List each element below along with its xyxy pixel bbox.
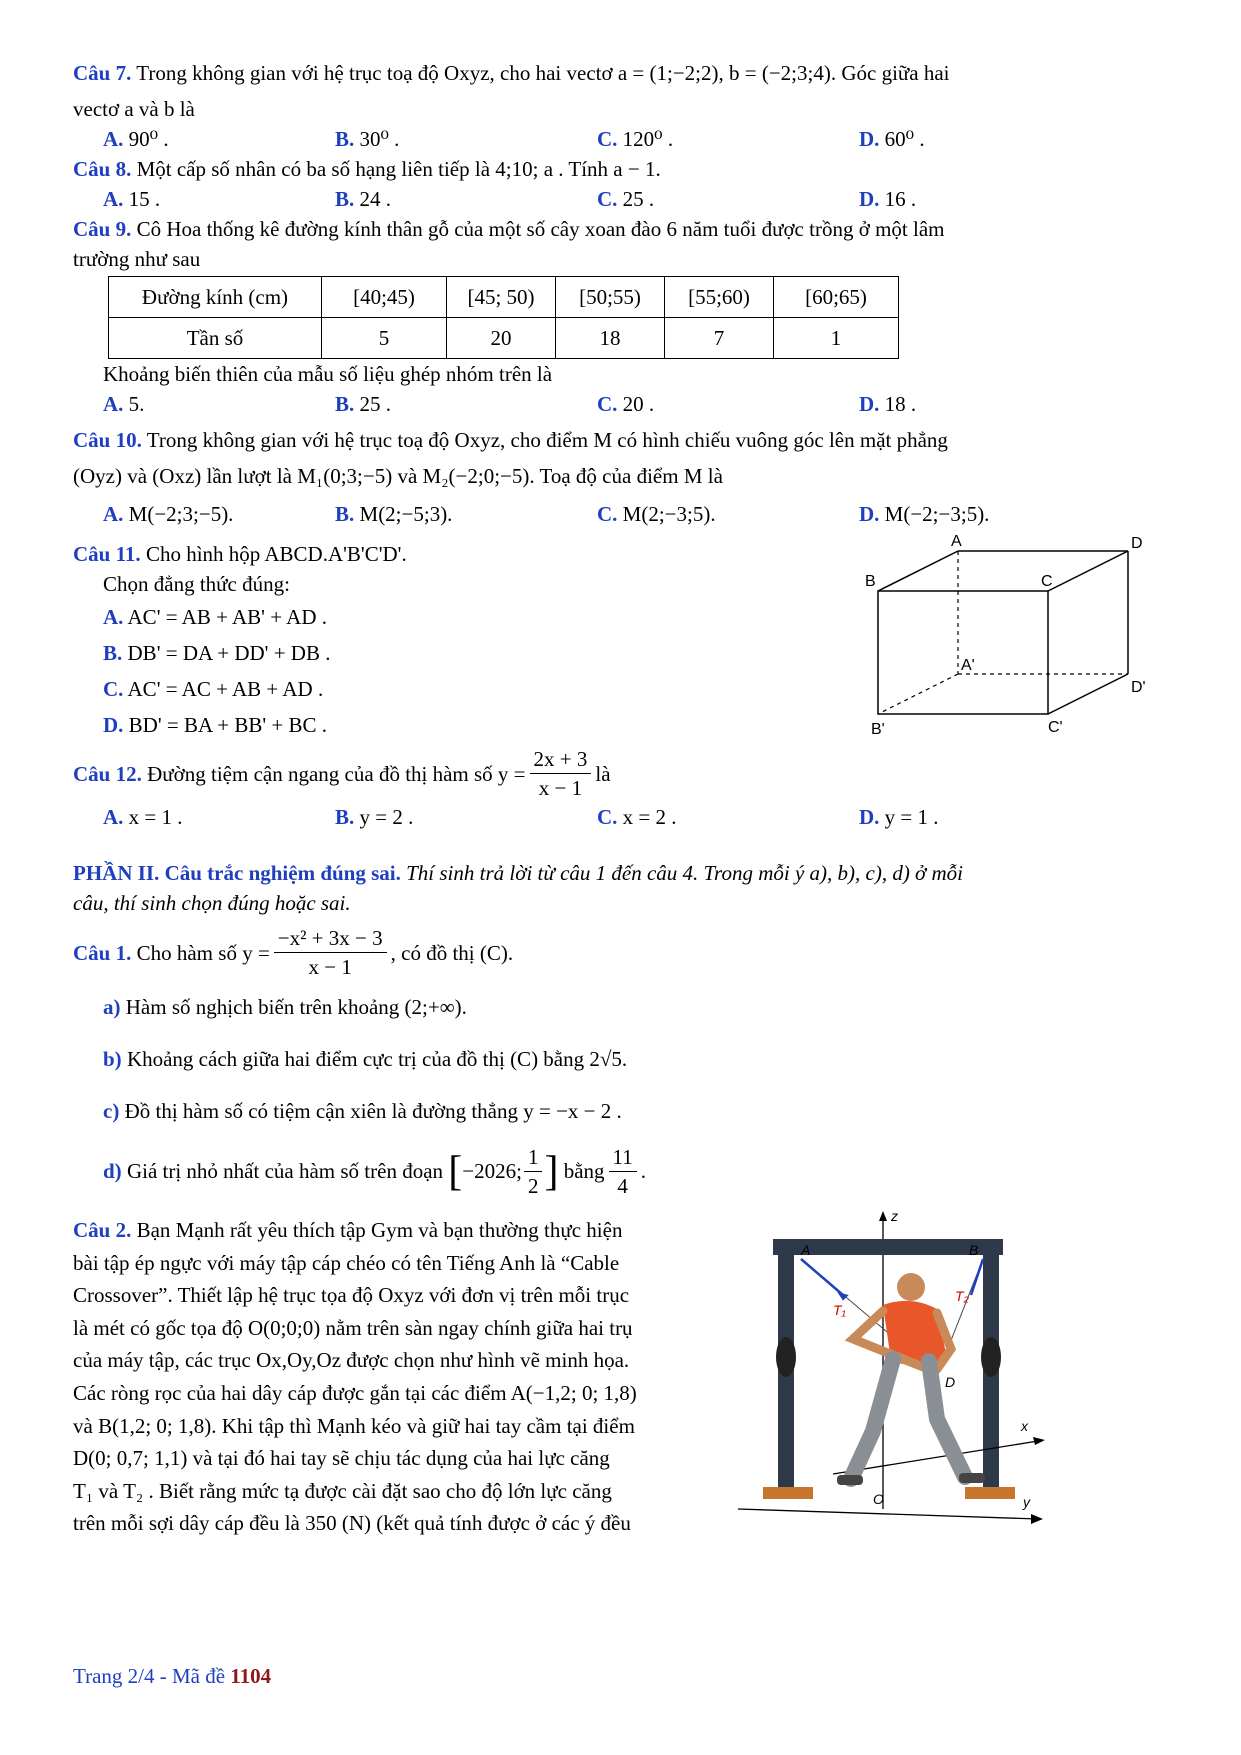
table-cell: 18	[556, 318, 665, 359]
p2q2-line-2: Crossover”. Thiết lập hệ trục tọa độ Oxyz với đơn vị trên mỗi trục	[73, 1283, 630, 1308]
q12-option-d[interactable]: D. y = 1 .	[859, 805, 939, 829]
q12-option-a[interactable]: A. x = 1 .	[103, 805, 183, 829]
q12-option-c[interactable]: C. x = 2 .	[597, 805, 677, 829]
p2q1-item-c[interactable]: c) Đồ thị hàm số có tiệm cận xiên là đường thẳng y = −x − 2 .	[103, 1099, 622, 1123]
p2q1-text-after: , có đồ thị (C).	[390, 940, 514, 965]
q7-text1: Trong không gian với hệ trục toạ độ Oxyz, cho hai vectơ a = (1;−2;2), b = (−2;3;4). Góc giữa hai	[136, 61, 950, 85]
q9-label: Câu 9.	[73, 217, 132, 241]
vertex-label-c: C	[1041, 573, 1053, 590]
q7-stem	[73, 58, 1185, 88]
p2q1-frac-den: x − 1	[308, 955, 352, 979]
q12-frac-den: x − 1	[538, 776, 583, 800]
p2q2-line-6: và B(1,2; 0; 1,8). Khi tập thì Mạnh kéo và giữ hai tay cầm tại điểm	[73, 1413, 635, 1438]
q10-stem	[73, 425, 1185, 455]
q8-label: Câu 8.	[73, 157, 132, 181]
q7-option-d[interactable]: D. 60⁰ .	[859, 127, 925, 151]
table-header-cell: Đường kính (cm)	[109, 277, 322, 318]
p2q1-frac-num: −x² + 3x − 3	[274, 924, 387, 953]
q7-text2: vectơ a và b là	[73, 97, 195, 121]
p2q1-fraction	[274, 924, 387, 981]
p2q2-line-3: là mét có gốc tọa độ O(0;0;0) nằm trên sàn ngay chính giữa hai trụ	[73, 1315, 633, 1340]
q10-option-a[interactable]: A. M(−2;3;−5).	[103, 502, 234, 526]
p2q2-line-7: D(0; 0,7; 1,1) và tại đó hai tay sẽ chịu tác dụng của hai lực căng	[73, 1446, 610, 1471]
p2q1-items	[73, 981, 1185, 1200]
force-label-t2: T₂	[955, 1288, 969, 1304]
footer-text: Trang 2/4 - Mã đề	[73, 1664, 226, 1688]
frequency-table	[108, 276, 899, 359]
q11-option-a[interactable]: A. AC' = AB + AB' + AD .	[103, 605, 327, 629]
q9-stem	[73, 214, 1185, 244]
vertex-label-b: B	[865, 573, 876, 590]
table-header-cell: [55;60)	[665, 277, 774, 318]
q9-prompt: Khoảng biến thiên của mẫu số liệu ghép nhóm trên là	[103, 362, 553, 386]
q12-fraction	[530, 745, 592, 802]
q10-options	[73, 499, 1185, 529]
table-header-cell: [40;45)	[322, 277, 447, 318]
vertex-label-c1: C'	[1048, 719, 1063, 736]
table-header-cell: [60;65)	[774, 277, 899, 318]
p2q1-item-b[interactable]: b) Khoảng cách giữa hai điểm cực trị của đồ thị (C) bằng 2√5.	[103, 1047, 628, 1071]
point-label-b: B	[969, 1242, 979, 1258]
p2q1-text-before: Cho hàm số y =	[136, 940, 270, 965]
q12-frac-num: 2x + 3	[530, 745, 592, 774]
q8-option-b[interactable]: B. 24 .	[335, 187, 392, 211]
table-cell: 20	[447, 318, 556, 359]
q10-stem-2	[73, 461, 1185, 491]
q8-option-d[interactable]: D. 16 .	[859, 187, 917, 211]
vertex-label-d1: D'	[1131, 679, 1146, 696]
q10-option-c[interactable]: C. M(2;−3;5).	[597, 502, 716, 526]
table-cell: 7	[665, 318, 774, 359]
q7-option-c[interactable]: C. 120⁰ .	[597, 127, 674, 151]
q10-label: Câu 10.	[73, 428, 142, 452]
q10-option-d[interactable]: D. M(−2;−3;5).	[859, 502, 990, 526]
parallelepiped-figure	[863, 534, 1193, 749]
part2-title: PHẦN II. Câu trắc nghiệm đúng sai.	[73, 861, 401, 885]
q7-label: Câu 7.	[73, 61, 132, 85]
q11-option-d[interactable]: D. BD' = BA + BB' + BC .	[103, 713, 327, 737]
q9-options	[73, 389, 1185, 419]
vertex-label-a: A	[951, 534, 962, 550]
part2-instruction-1: Thí sinh trả lời từ câu 1 đến câu 4. Trong mỗi ý a), b), c), d) ở mỗi	[406, 861, 964, 885]
q11-block	[73, 534, 1185, 739]
part2-instruction-2: câu, thí sinh chọn đúng hoặc sai.	[73, 891, 351, 915]
force-label-t1: T₁	[833, 1302, 846, 1318]
p2q2-line-0: Câu 2. Bạn Mạnh rất yêu thích tập Gym và bạn thường thực hiện	[73, 1218, 623, 1242]
q12-option-b[interactable]: B. y = 2 .	[335, 805, 414, 829]
q8-option-c[interactable]: C. 25 .	[597, 187, 655, 211]
q9-option-d[interactable]: D. 18 .	[859, 392, 917, 416]
q12-stem	[73, 745, 1185, 802]
q8-text: Một cấp số nhân có ba số hạng liên tiếp là 4;10; a . Tính a − 1.	[136, 157, 661, 181]
q12-label: Câu 12.	[73, 761, 142, 786]
part2-header	[73, 858, 1185, 888]
footer-code: 1104	[230, 1664, 272, 1688]
q9-text1: Cô Hoa thống kê đường kính thân gỗ của một số cây xoan đào 6 năm tuổi được trồng ở một lâm	[136, 217, 945, 241]
q10-option-b[interactable]: B. M(2;−5;3).	[335, 502, 453, 526]
vertex-label-b1: B'	[871, 721, 885, 738]
q9-text2: trường như sau	[73, 247, 201, 271]
q10-text2: (Oyz) và (Oxz) lần lượt là M₁(0;3;−5) và M₂(−2;0;−5). Toạ độ của điểm M là	[73, 464, 723, 488]
vertex-label-a1: A'	[961, 657, 975, 674]
q7-stem-2	[73, 94, 1185, 124]
q8-option-a[interactable]: A. 15 .	[103, 187, 161, 211]
q8-options	[73, 184, 1185, 214]
p2q1-item-d[interactable]: d) Giá trị nhỏ nhất của hàm số trên đoạn [ −2026; $\frac{1}{2}$ ] bằng $\frac{11}{4}$ .	[103, 1145, 647, 1198]
table-row	[109, 277, 899, 318]
axis-label-z: z	[891, 1209, 898, 1224]
q7-option-a[interactable]: A. 90⁰ .	[103, 127, 169, 151]
q12-options	[73, 802, 1185, 832]
q11-option-b[interactable]: B. DB' = DA + DD' + DB .	[103, 641, 331, 665]
p2q2-line-4: của máy tập, các trục Ox,Oy,Oz được chọn như hình vẽ minh họa.	[73, 1348, 630, 1373]
q8-stem	[73, 154, 1185, 184]
q11-label: Câu 11.	[73, 542, 141, 566]
axis-label-y: y	[1023, 1494, 1030, 1510]
p2q2-line-5: Các ròng rọc của hai dây cáp được gắn tại các điểm A(−1,2; 0; 1,8)	[73, 1380, 637, 1405]
point-label-d: D	[945, 1374, 956, 1390]
p2q2-text	[73, 1214, 678, 1540]
table-header-cell: [50;55)	[556, 277, 665, 318]
axis-label-x: x	[1021, 1418, 1028, 1434]
q10-text1: Trong không gian với hệ trục toạ độ Oxyz, cho điểm M có hình chiếu vuông góc lên mặt phẳng	[146, 428, 948, 452]
page-footer	[73, 1664, 271, 1689]
p2q2-line-8: T₁ và T₂ . Biết rằng mức tạ được cài đặt sao cho độ lớn lực căng	[73, 1478, 612, 1503]
table-cell: 5	[322, 318, 447, 359]
p2q1-label: Câu 1.	[73, 940, 132, 965]
q11-prompt: Chọn đẳng thức đúng:	[103, 572, 290, 596]
p2q2-line-9: trên mỗi sợi dây cáp đều là 350 (N) (kết quả tính được ở các ý đều	[73, 1511, 631, 1536]
p2q1-stem	[73, 924, 1185, 981]
q9-option-a[interactable]: A. 5.	[103, 392, 145, 416]
q7-option-b[interactable]: B. 30⁰ .	[335, 127, 400, 151]
q12-text-after: là	[595, 761, 611, 786]
table-cell: 1	[774, 318, 899, 359]
cable-crossover-figure	[733, 1209, 1053, 1529]
page-content	[73, 58, 1185, 1544]
table-row	[109, 318, 899, 359]
table-cell: Tần số	[109, 318, 322, 359]
point-label-a: A	[801, 1242, 811, 1258]
q11-option-c[interactable]: C. AC' = AC + AB + AD .	[103, 677, 324, 701]
origin-label: O	[873, 1491, 884, 1507]
p2q1-item-a[interactable]: a) Hàm số nghịch biến trên khoảng (2;+∞).	[103, 995, 467, 1019]
vertex-label-d: D	[1131, 535, 1143, 552]
table-header-cell: [45; 50)	[447, 277, 556, 318]
q12-text-before: Đường tiệm cận ngang của đồ thị hàm số y =	[147, 761, 526, 786]
q7-options	[73, 124, 1185, 154]
q9-option-b[interactable]: B. 25 .	[335, 392, 392, 416]
q11-text: Cho hình hộp ABCD.A'B'C'D'.	[145, 542, 407, 566]
p2q2-line-1: bài tập ép ngực với máy tập cáp chéo có tên Tiếng Anh là “Cable	[73, 1250, 620, 1275]
q9-stem-2	[73, 244, 1185, 274]
p2q2-block	[73, 1209, 1185, 1544]
q9-option-c[interactable]: C. 20 .	[597, 392, 655, 416]
